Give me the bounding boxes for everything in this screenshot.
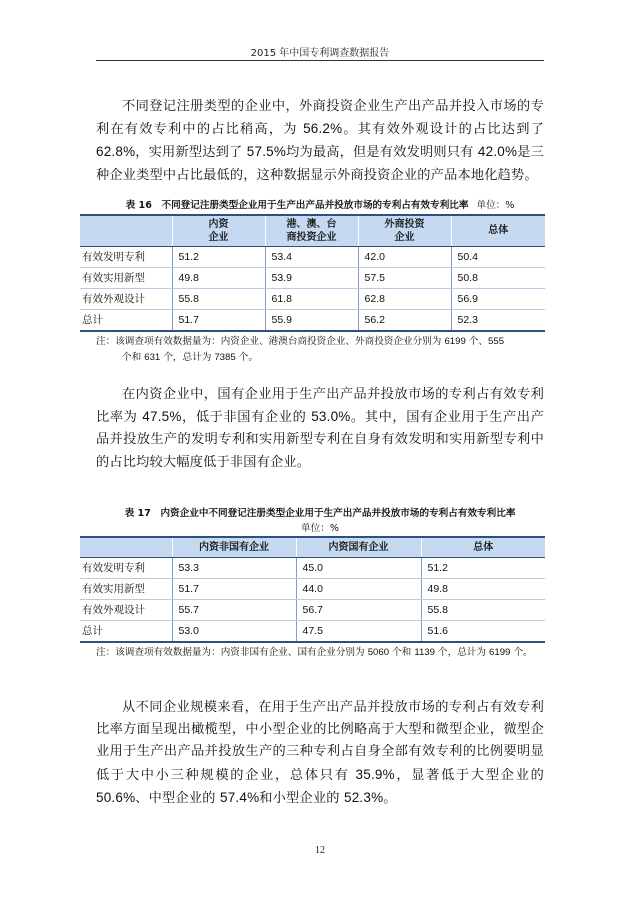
cell-value: 45.0 [296, 557, 421, 578]
para1-value-4: 42.0% [477, 144, 518, 160]
table16-header-foreign: 外商投资 企业 [358, 215, 451, 246]
table16 [80, 214, 545, 332]
table-row [80, 267, 545, 288]
page-header: 2015 年中国专利调查数据报告 [250, 48, 390, 59]
para1-value-1: 56.2% [303, 121, 343, 137]
table17-header-state: 内资国有企业 [296, 537, 421, 557]
para3-text-5: 。 [383, 790, 397, 806]
cell-value: 53.0 [172, 620, 296, 642]
note-text: 个，总计为 [434, 647, 490, 658]
para3-text-4: 和小型企业的 [259, 790, 344, 806]
table16-header-total: 总体 [451, 215, 545, 246]
row-label: 有效实用新型 [80, 267, 172, 288]
row-label: 有效外观设计 [80, 288, 172, 309]
note-value: 7385 [214, 352, 236, 363]
cell-value: 55.7 [172, 599, 296, 620]
cell-value: 49.8 [421, 578, 545, 599]
note-text: 个和 [389, 647, 415, 658]
row-label: 有效实用新型 [80, 578, 172, 599]
cell-value: 56.7 [296, 599, 421, 620]
cell-value: 55.8 [172, 288, 265, 309]
table17-header-empty [80, 537, 172, 557]
note-text: 注：该调查项有效数据量为：内资非国有企业、国有企业分别为 [96, 647, 368, 658]
table16-note [96, 334, 544, 366]
table17-unit: 单位：% [301, 523, 339, 534]
cell-value: 44.0 [296, 578, 421, 599]
note-value: 1139 [414, 647, 435, 658]
cell-value: 55.9 [265, 309, 358, 331]
row-label: 总计 [80, 620, 172, 642]
row-label: 有效发明专利 [80, 557, 172, 578]
note-value: 6199 [444, 336, 466, 347]
note-text: 个、 [465, 336, 489, 347]
cell-value: 51.7 [172, 578, 296, 599]
table-row [80, 578, 545, 599]
para3-value-3: 57.4% [220, 789, 260, 805]
para3-text-2: ，显著低于大型企业的 [394, 767, 544, 783]
para1-text-2: 。其有效外观设计的占比达到了 [342, 122, 544, 138]
table-row [80, 288, 545, 309]
table16-caption [78, 197, 562, 211]
page-number: 12 [315, 845, 325, 856]
table-row-total [80, 620, 545, 642]
table-row-total [80, 309, 545, 331]
paragraph-state-owned [96, 384, 544, 474]
cell-value: 51.6 [421, 620, 545, 642]
cell-value: 51.2 [421, 557, 545, 578]
para2-text-2: ，低于非国有企业的 [181, 410, 312, 426]
cell-value: 55.8 [421, 599, 545, 620]
note-text: 个，总计为 [160, 352, 215, 363]
note-value: 555 [488, 336, 505, 347]
header-divider [96, 60, 544, 61]
table16-header-empty [80, 215, 172, 246]
cell-value: 49.8 [172, 267, 265, 288]
para3-value-4: 52.3% [344, 789, 384, 805]
note-text: 注：该调查项有效数据量为：内资企业、港澳台商投资企业、外商投资企业分别为 [96, 336, 445, 347]
table16-header-hmt: 港、澳、台 商投资企业 [265, 215, 358, 246]
row-label: 有效外观设计 [80, 599, 172, 620]
para3-text-3: 、中型企业的 [135, 790, 220, 806]
cell-value: 47.5 [296, 620, 421, 642]
row-label: 总计 [80, 309, 172, 331]
para3-value-2: 50.6% [96, 789, 136, 805]
para1-value-3: 57.5% [246, 144, 287, 160]
paragraph-foreign-investment [96, 96, 544, 187]
para3-value-1: 35.9% [355, 766, 395, 782]
cell-value: 57.5 [358, 267, 451, 288]
para1-text-4: 均为最高，但是有效发明则只有 [286, 145, 478, 161]
para1-value-2: 62.8% [96, 144, 136, 160]
table16-title: 表 16 不同登记注册类型企业用于生产出产品并投放市场的专利占有效专利比率 [125, 200, 469, 211]
para1-text-5: 是三种企业类型中占比最低的，这种数据显示外商投资企业的产品本地化趋势。 [96, 145, 544, 183]
cell-value: 50.8 [451, 267, 545, 288]
table-row [80, 246, 545, 267]
cell-value: 53.3 [172, 557, 296, 578]
cell-value: 52.3 [451, 309, 545, 331]
table16-unit: 单位：% [476, 200, 515, 211]
table17-caption: 表 17 内资企业中不同登记注册类型企业用于生产出产品并投放市场的专利占有效专利比率 [124, 508, 516, 519]
cell-value: 53.4 [265, 246, 358, 267]
table17-note [96, 645, 544, 661]
note-indent [96, 352, 122, 363]
cell-value: 56.9 [451, 288, 545, 309]
note-text: 个和 [122, 352, 145, 363]
cell-value: 50.4 [451, 246, 545, 267]
row-label: 有效发明专利 [80, 246, 172, 267]
para1-text-1: 不同登记注册类型的企业中，外商投资企业生产出产品并投入市场的专利在有效专利中的占比稍高，为 [96, 99, 544, 138]
para2-text-3: 。其中，国有企业用于生产出产品并投放生产的发明专利和实用新型专利在自身有效发明和实用新型专利中的占比均较大幅度低于非国有企业。 [96, 410, 544, 470]
table17-header-non-state: 内资非国有企业 [172, 537, 296, 557]
table16-header-domestic: 内资 企业 [172, 215, 265, 246]
cell-value: 51.2 [172, 246, 265, 267]
note-value: 631 [144, 352, 161, 363]
note-text: 个。 [510, 647, 533, 658]
cell-value: 56.2 [358, 309, 451, 331]
table17 [80, 536, 545, 643]
table-row [80, 599, 545, 620]
cell-value: 62.8 [358, 288, 451, 309]
note-text: 个。 [235, 352, 258, 363]
para1-text-3: ，实用新型达到了 [135, 145, 247, 161]
table17-header-total: 总体 [421, 537, 545, 557]
cell-value: 61.8 [265, 288, 358, 309]
para3-text-1: 从不同企业规模来看，在用于生产出产品并投放市场的专利占有效专利比率方面呈现出橄榄型，中小型企业的比例略高于大型和微型企业，微型企业用于生产出产品并投放生产的三种专利占自身全部有效专利的比例要明显低于大中小三种规模的企业，总体只有 [96, 700, 544, 783]
cell-value: 42.0 [358, 246, 451, 267]
para2-value-1: 47.5% [142, 409, 182, 425]
para2-value-2: 53.0% [311, 409, 351, 425]
note-value: 6199 [489, 647, 511, 658]
cell-value: 51.7 [172, 309, 265, 331]
cell-value: 53.9 [265, 267, 358, 288]
para2-text-1: 在内资企业中，国有企业用于生产出产品并投放市场的专利占有效专利比率为 [96, 387, 544, 426]
paragraph-enterprise-size [96, 697, 544, 810]
note-value: 5060 [367, 647, 390, 658]
table-row [80, 557, 545, 578]
